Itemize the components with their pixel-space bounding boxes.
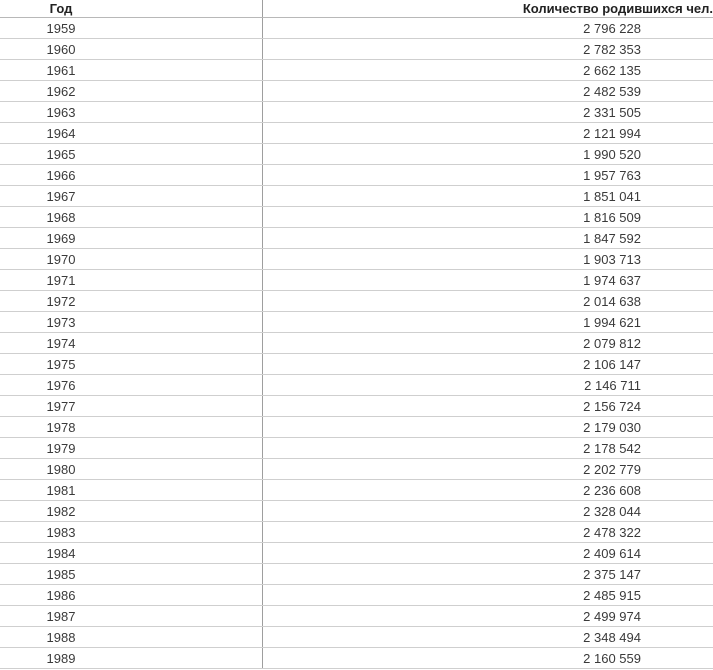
births-value: 1 974 637	[583, 273, 641, 288]
year-cell	[0, 522, 263, 542]
births-cell	[263, 564, 713, 584]
table-row	[0, 291, 713, 312]
table-row	[0, 186, 713, 207]
year-value: 1989	[46, 651, 76, 666]
year-value: 1988	[46, 630, 76, 645]
births-value: 2 485 915	[583, 588, 641, 603]
year-value: 1967	[46, 189, 76, 204]
year-value: 1984	[46, 546, 76, 561]
year-cell	[0, 480, 263, 500]
year-value: 1968	[46, 210, 76, 225]
year-value: 1960	[46, 42, 76, 57]
year-value: 1978	[46, 420, 76, 435]
year-value: 1975	[46, 357, 76, 372]
year-cell	[0, 270, 263, 290]
births-value: 2 202 779	[583, 462, 641, 477]
births-cell	[263, 375, 713, 395]
year-value: 1961	[46, 63, 76, 78]
table-row	[0, 585, 713, 606]
births-value: 2 796 228	[583, 21, 641, 36]
births-cell	[263, 60, 713, 80]
table-row	[0, 312, 713, 333]
year-cell	[0, 228, 263, 248]
year-value: 1972	[46, 294, 76, 309]
births-cell	[263, 606, 713, 626]
year-cell	[0, 501, 263, 521]
table-row	[0, 396, 713, 417]
births-value: 2 178 542	[583, 441, 641, 456]
table-row	[0, 459, 713, 480]
table-row	[0, 102, 713, 123]
births-cell	[263, 81, 713, 101]
births-value: 1 990 520	[583, 147, 641, 162]
births-cell	[263, 291, 713, 311]
births-cell	[263, 39, 713, 59]
births-value: 2 236 608	[583, 483, 641, 498]
year-cell	[0, 39, 263, 59]
year-cell	[0, 606, 263, 626]
table-row	[0, 165, 713, 186]
table-row	[0, 417, 713, 438]
births-value: 1 847 592	[583, 231, 641, 246]
table-row	[0, 249, 713, 270]
year-cell	[0, 543, 263, 563]
table-row	[0, 501, 713, 522]
table-row	[0, 270, 713, 291]
year-value: 1976	[46, 378, 76, 393]
table-row	[0, 81, 713, 102]
table-row	[0, 207, 713, 228]
year-value: 1973	[46, 315, 76, 330]
births-value: 1 957 763	[583, 168, 641, 183]
births-value: 2 348 494	[583, 630, 641, 645]
table-row	[0, 543, 713, 564]
births-cell	[263, 144, 713, 164]
births-value: 2 156 724	[583, 399, 641, 414]
births-cell	[263, 543, 713, 563]
year-cell	[0, 165, 263, 185]
births-value: 1 903 713	[583, 252, 641, 267]
births-value: 1 816 509	[583, 210, 641, 225]
year-value: 1985	[46, 567, 76, 582]
year-value: 1959	[46, 21, 76, 36]
births-cell	[263, 102, 713, 122]
table-row	[0, 228, 713, 249]
year-cell	[0, 459, 263, 479]
year-value: 1974	[46, 336, 76, 351]
year-value: 1970	[46, 252, 76, 267]
year-header-label: Год	[49, 1, 73, 16]
births-cell	[263, 228, 713, 248]
year-value: 1964	[46, 126, 76, 141]
births-value: 2 106 147	[583, 357, 641, 372]
births-value: 2 482 539	[583, 84, 641, 99]
births-value: 2 328 044	[583, 504, 641, 519]
table-row	[0, 648, 713, 669]
table-row	[0, 564, 713, 585]
year-cell	[0, 438, 263, 458]
table-row	[0, 375, 713, 396]
births-value: 2 409 614	[583, 546, 641, 561]
births-column-header	[263, 0, 713, 17]
year-cell	[0, 291, 263, 311]
table-row	[0, 522, 713, 543]
year-cell	[0, 354, 263, 374]
year-cell	[0, 312, 263, 332]
year-cell	[0, 564, 263, 584]
births-cell	[263, 501, 713, 521]
births-value: 1 994 621	[583, 315, 641, 330]
births-cell	[263, 480, 713, 500]
births-cell	[263, 396, 713, 416]
births-value: 2 375 147	[583, 567, 641, 582]
year-cell	[0, 81, 263, 101]
births-cell	[263, 438, 713, 458]
births-cell	[263, 165, 713, 185]
year-cell	[0, 207, 263, 227]
year-value: 1977	[46, 399, 76, 414]
year-value: 1969	[46, 231, 76, 246]
table-row	[0, 18, 713, 39]
births-value: 2 499 974	[583, 609, 641, 624]
table-header-row	[0, 0, 713, 18]
births-cell	[263, 627, 713, 647]
year-value: 1965	[46, 147, 76, 162]
table-row	[0, 480, 713, 501]
table-row	[0, 39, 713, 60]
year-value: 1963	[46, 105, 76, 120]
year-value: 1966	[46, 168, 76, 183]
table-row	[0, 438, 713, 459]
births-value: 2 179 030	[583, 420, 641, 435]
year-value: 1986	[46, 588, 76, 603]
year-cell	[0, 396, 263, 416]
year-value: 1962	[46, 84, 76, 99]
births-value: 2 121 994	[583, 126, 641, 141]
table-row	[0, 606, 713, 627]
table-row	[0, 354, 713, 375]
table-row	[0, 144, 713, 165]
year-cell	[0, 123, 263, 143]
year-column-header	[0, 0, 263, 17]
births-value: 2 146 711	[584, 378, 641, 393]
births-cell	[263, 186, 713, 206]
table-row	[0, 333, 713, 354]
births-value: 1 851 041	[583, 189, 641, 204]
births-cell	[263, 522, 713, 542]
births-header-label: Количество родившихся чел.	[522, 1, 713, 16]
births-cell	[263, 354, 713, 374]
births-cell	[263, 249, 713, 269]
year-value: 1987	[46, 609, 76, 624]
births-cell	[263, 333, 713, 353]
year-value: 1982	[46, 504, 76, 519]
births-value: 2 662 135	[583, 63, 641, 78]
births-value: 2 478 322	[583, 525, 641, 540]
births-value: 2 331 505	[583, 105, 641, 120]
year-cell	[0, 144, 263, 164]
year-cell	[0, 102, 263, 122]
year-cell	[0, 186, 263, 206]
year-cell	[0, 648, 263, 668]
year-cell	[0, 417, 263, 437]
table-row	[0, 123, 713, 144]
births-cell	[263, 312, 713, 332]
year-value: 1981	[46, 483, 76, 498]
year-cell	[0, 249, 263, 269]
table-row	[0, 627, 713, 648]
year-value: 1980	[46, 462, 76, 477]
births-value: 2 014 638	[583, 294, 641, 309]
year-cell	[0, 585, 263, 605]
year-value: 1979	[46, 441, 76, 456]
year-value: 1983	[46, 525, 76, 540]
births-cell	[263, 270, 713, 290]
births-cell	[263, 18, 713, 38]
births-value: 2 160 559	[583, 651, 641, 666]
year-cell	[0, 375, 263, 395]
year-value: 1971	[46, 273, 76, 288]
year-cell	[0, 627, 263, 647]
births-cell	[263, 123, 713, 143]
table-row	[0, 60, 713, 81]
year-cell	[0, 18, 263, 38]
births-cell	[263, 459, 713, 479]
births-value: 2 782 353	[583, 42, 641, 57]
births-cell	[263, 207, 713, 227]
table-body	[0, 18, 713, 669]
births-value: 2 079 812	[583, 336, 641, 351]
year-cell	[0, 60, 263, 80]
births-cell	[263, 417, 713, 437]
births-cell	[263, 648, 713, 668]
year-cell	[0, 333, 263, 353]
births-cell	[263, 585, 713, 605]
